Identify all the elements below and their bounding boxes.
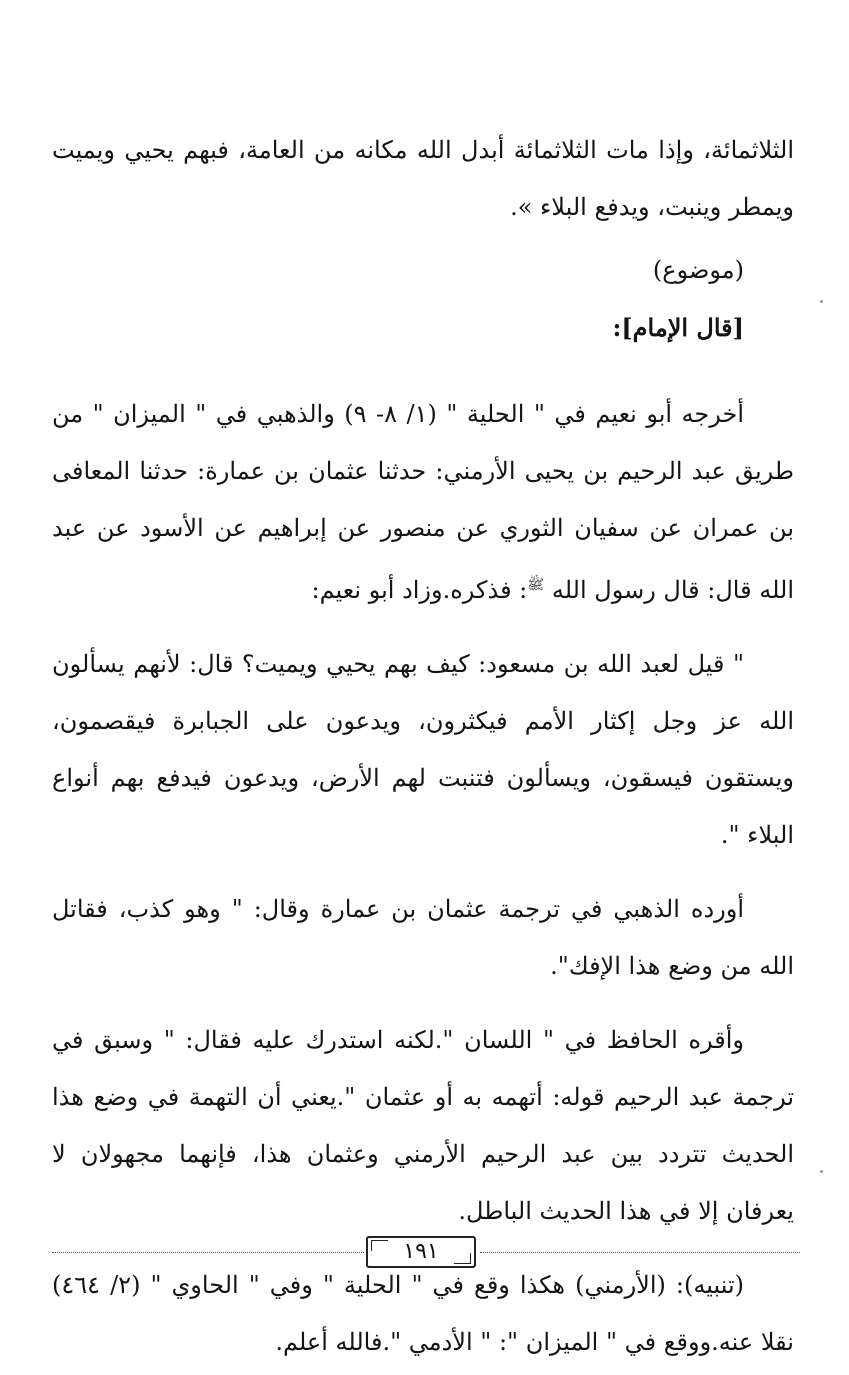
paragraph-note: (تنبيه): (الأرمني) هكذا وقع في " الحلية " وفي " الحاوي " (٢/ ٤٦٤) نقلا عنه.ووقع في " الميزان ": " الأدمي ".فالله أعلم. xyxy=(52,1271,794,1356)
footer-rule-left xyxy=(52,1252,364,1253)
paragraph-dhahabi: أورده الذهبي في ترجمة عثمان بن عمارة وقال: " وهو كذب، فقاتل الله من وضع هذا الإفك". xyxy=(52,895,794,980)
hadith-verdict: (موضوع) xyxy=(652,256,744,284)
imam-heading: [قال الإمام]: xyxy=(612,313,744,342)
page-body xyxy=(52,122,794,1371)
paragraph-takhrij xyxy=(52,386,794,619)
footer-rule-right xyxy=(480,1252,800,1253)
paragraph-continuation: الثلاثمائة، وإذا مات الثلاثمائة أبدل الله مكانه من العامة، فبهم يحيي ويميت ويمطر وينبت، ويدفع البلاء ». xyxy=(52,136,794,221)
scan-speck xyxy=(820,300,823,303)
takhrij-text: أخرجه أبو نعيم في " الحلية " (١/ ٨- ٩) والذهبي في " الميزان " من طريق عبد الرحيم بن يحيى الأرمني: حدثنا عثمان بن عمارة: حدثنا المعافى بن عمران عن سفيان الثوري عن منصور عن إبراهيم عن الأسود عن عبد الله قال: قال رسول الله xyxy=(52,400,794,604)
page-number-frame xyxy=(366,1236,476,1268)
page-number: ١٩١ xyxy=(403,1239,439,1264)
page-footer xyxy=(52,1232,800,1272)
scan-speck xyxy=(820,1170,823,1173)
takhrij-tail: : فذكره.وزاد أبو نعيم: xyxy=(311,576,528,604)
salutation-symbol: ﷺ xyxy=(527,577,545,593)
paragraph-hafiz: وأقره الحافظ في " اللسان ".لكنه استدرك عليه فقال: " وسبق في ترجمة عبد الرحيم قوله: أتهمه به أو عثمان ".يعني أن التهمة في وضع هذا الحديث تتردد بين عبد الرحيم الأرمني وعثمان هذا، فإنهما مجهولان لا يعرفان إلا في هذا الحديث الباطل. xyxy=(52,1026,794,1225)
paragraph-quote: " قيل لعبد الله بن مسعود: كيف بهم يحيي ويميت؟ قال: لأنهم يسألون الله عز وجل إكثار الأمم فيكثرون، ويدعون على الجبابرة فيقصمون، ويستقون فيسقون، ويسألون فتنبت لهم الأرض، ويدعون فيدفع بهم أنواع البلاء ". xyxy=(52,650,794,849)
